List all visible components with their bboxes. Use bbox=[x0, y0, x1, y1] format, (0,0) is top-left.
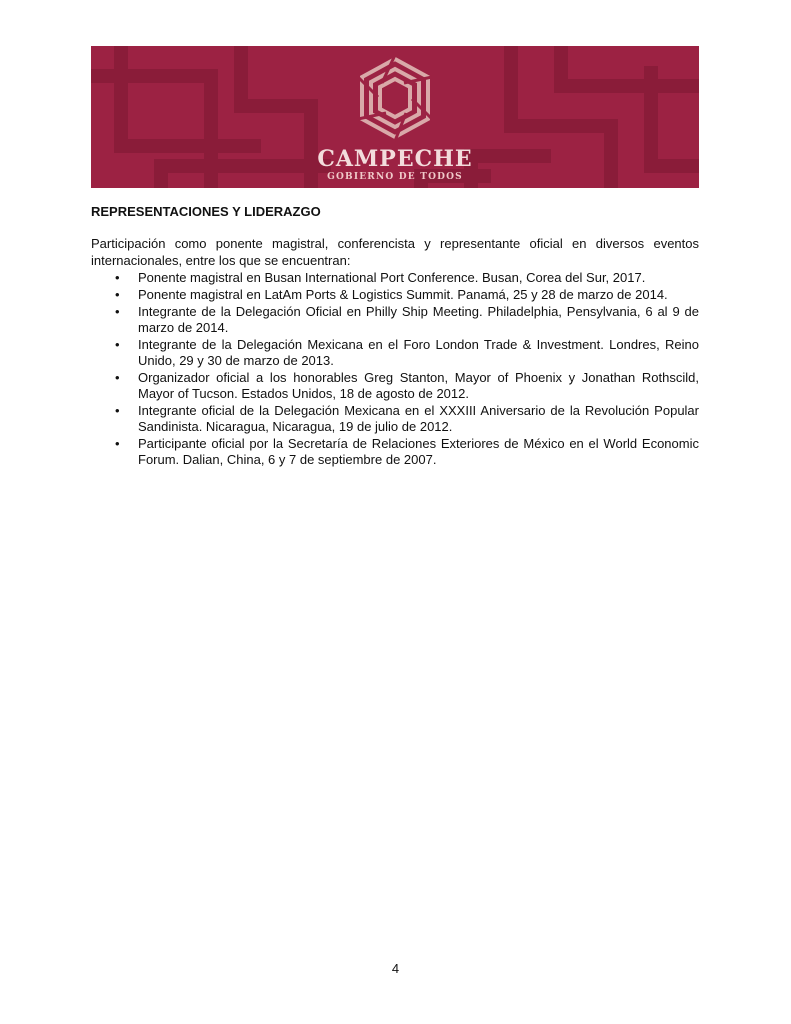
bullet-marker: • bbox=[115, 403, 120, 418]
list-item-text: Integrante oficial de la Delegación Mexicana en el XXXIII Aniversario de la Revolución Popular Sandinista. Nicaragua, Nicaragua, 19 de julio de 2012. bbox=[138, 403, 699, 434]
campeche-logo-icon bbox=[352, 53, 438, 143]
page-number: 4 bbox=[391, 961, 400, 976]
bullet-marker: • bbox=[115, 370, 120, 385]
list-item-text: Integrante de la Delegación Mexicana en el Foro London Trade & Investment. Londres, Reino Unido, 29 y 30 de marzo de 2013. bbox=[138, 337, 699, 368]
list-item bbox=[91, 304, 699, 336]
list-item-text: Ponente magistral en Busan International Port Conference. Busan, Corea del Sur, 2017. bbox=[138, 270, 646, 285]
bullet-marker: • bbox=[115, 287, 120, 302]
list-item-text: Integrante de la Delegación Oficial en Philly Ship Meeting. Philadelphia, Pensylvania, 6 al 9 de marzo de 2014. bbox=[138, 304, 699, 335]
list-item bbox=[91, 270, 699, 286]
section-heading: REPRESENTACIONES Y LIDERAZGO bbox=[91, 204, 321, 219]
events-list bbox=[91, 270, 699, 469]
list-item bbox=[91, 370, 699, 402]
list-item bbox=[91, 403, 699, 435]
list-item bbox=[91, 436, 699, 468]
bullet-marker: • bbox=[115, 436, 120, 451]
list-item-text: Participante oficial por la Secretaría de Relaciones Exteriores de México en el World Economic Forum. Dalian, China, 6 y 7 de septiembre de 2007. bbox=[138, 436, 699, 467]
list-item bbox=[91, 337, 699, 369]
list-item-text: Ponente magistral en LatAm Ports & Logistics Summit. Panamá, 25 y 28 de marzo de 2014. bbox=[138, 287, 668, 302]
bullet-marker: • bbox=[115, 337, 120, 352]
header-banner bbox=[91, 46, 699, 188]
brand-tagline: GOBIERNO DE TODOS bbox=[327, 172, 463, 182]
list-item-text: Organizador oficial a los honorables Greg Stanton, Mayor of Phoenix y Jonathan Rothscild, Mayor of Tucson. Estados Unidos, 18 de agosto de 2012. bbox=[138, 370, 699, 401]
bullet-marker: • bbox=[115, 304, 120, 319]
list-item bbox=[91, 287, 699, 303]
intro-paragraph: Participación como ponente magistral, conferencista y representante oficial en diversos eventos internacionales, entre los que se encuentran: bbox=[91, 236, 699, 268]
bullet-marker: • bbox=[115, 270, 120, 285]
brand-name: CAMPECHE bbox=[317, 146, 473, 172]
